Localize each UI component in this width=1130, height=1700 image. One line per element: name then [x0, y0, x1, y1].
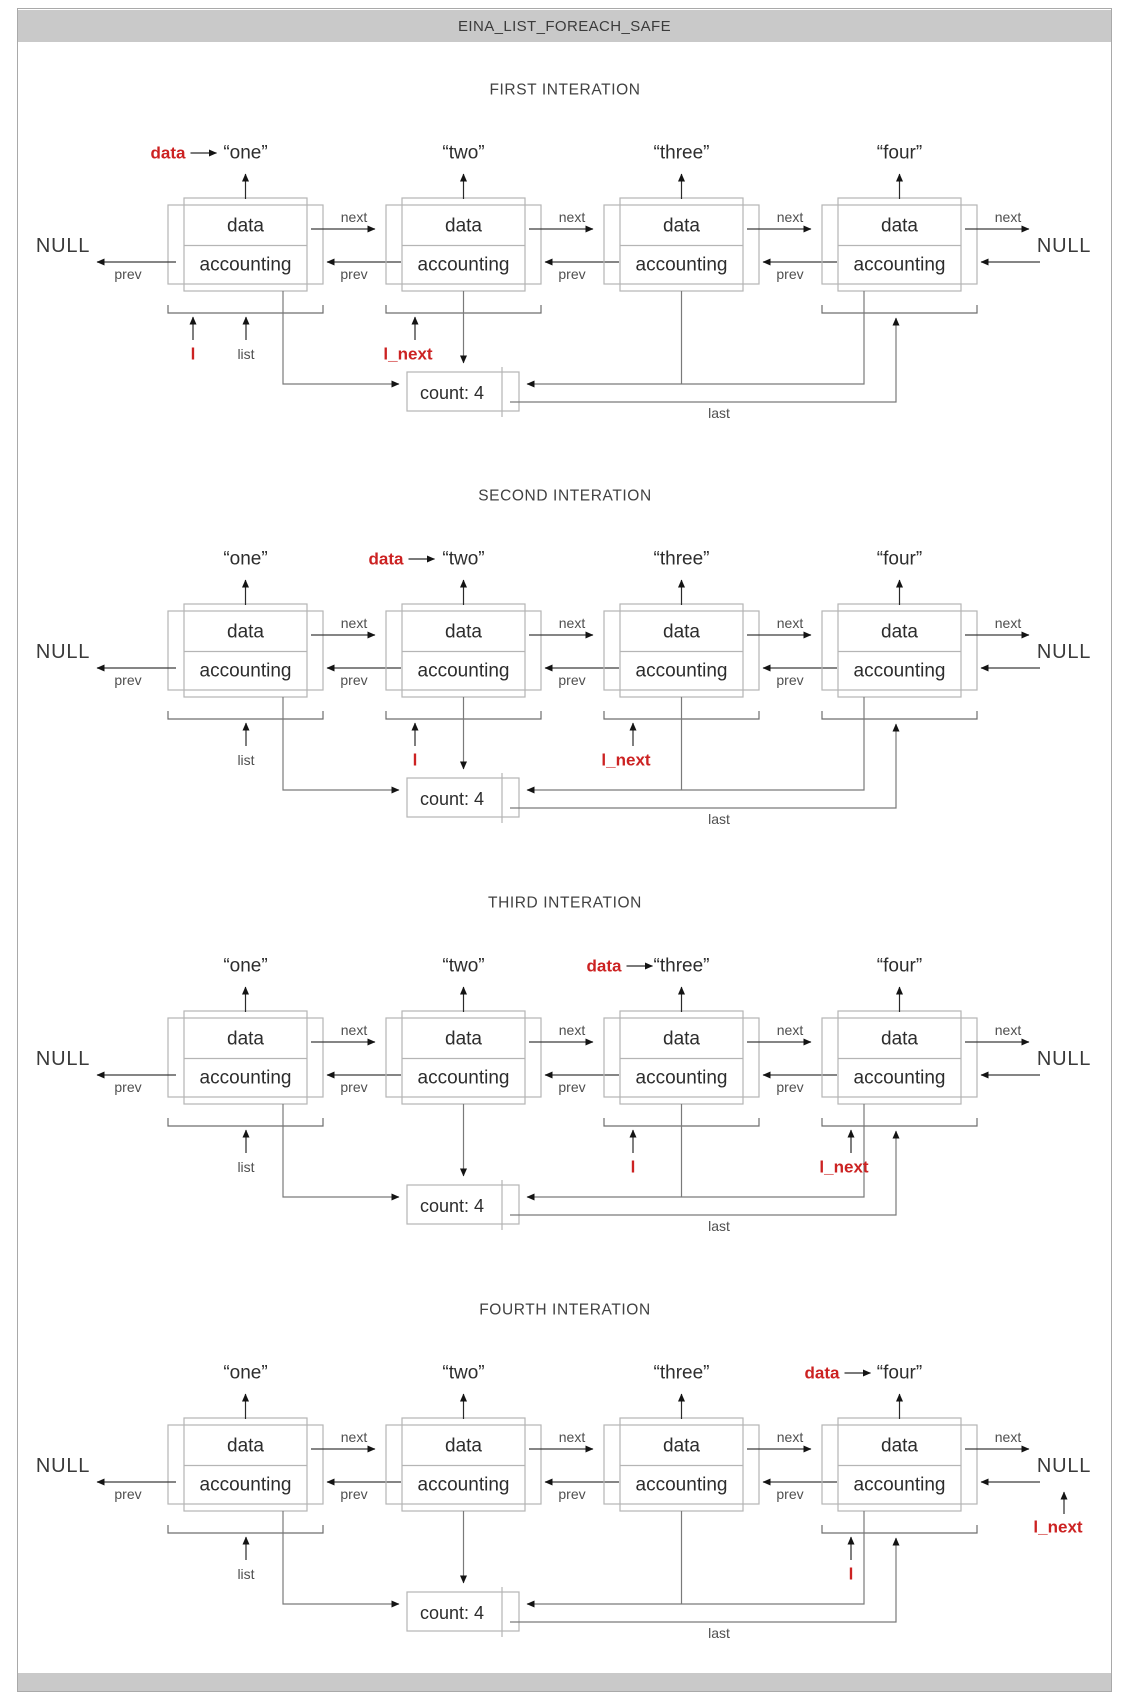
node-string-label: “three”	[653, 548, 710, 570]
list-node-3	[604, 956, 837, 1105]
null-label-left: NULL	[35, 1048, 91, 1070]
node-accounting-cell-label: accounting	[199, 254, 292, 276]
accounting-link-node4	[527, 291, 864, 384]
node-inner-box	[402, 1418, 525, 1511]
data-pointer-label: data	[586, 956, 622, 976]
list-node-2	[386, 956, 619, 1105]
data-pointer-label: data	[368, 549, 404, 569]
l-next-pointer-label: l_next	[601, 750, 651, 770]
node-accounting-cell-label: accounting	[853, 254, 946, 276]
next-label: next	[340, 615, 368, 631]
node-inner-box	[620, 1418, 743, 1511]
node-string-label: “four”	[876, 548, 923, 570]
node-string-label: “four”	[876, 1362, 923, 1384]
list-node-1	[168, 143, 401, 292]
node-data-cell-label: data	[663, 1435, 700, 1457]
node-inner-box	[838, 1011, 961, 1104]
node-inner-box	[184, 198, 307, 291]
node-bracket	[168, 711, 323, 719]
node-string-label: “one”	[223, 142, 268, 164]
iteration-block-1	[36, 82, 1091, 422]
node-data-cell-label: data	[445, 621, 482, 643]
last-pointer-line	[510, 318, 896, 402]
prev-label: prev	[340, 1079, 368, 1095]
node-bracket	[822, 1525, 977, 1533]
node-string-label: “one”	[223, 548, 268, 570]
accounting-link-node1	[283, 291, 399, 384]
prev-label: prev	[558, 672, 586, 688]
accounting-link-node4	[527, 697, 864, 790]
node-string-label: “one”	[223, 1362, 268, 1384]
prev-label: prev	[558, 1079, 586, 1095]
accounting-link-node4	[527, 1104, 864, 1197]
node-data-cell-label: data	[663, 1028, 700, 1050]
node-inner-box	[620, 604, 743, 697]
accounting-link-node4	[527, 1511, 864, 1604]
list-node-4	[822, 549, 1040, 698]
null-label-right: NULL	[1036, 641, 1092, 663]
next-label: next	[994, 615, 1022, 631]
iteration-title: FOURTH INTERATION	[479, 1301, 651, 1319]
node-string-label: “three”	[653, 955, 710, 977]
list-pointer-label: list	[237, 1159, 255, 1175]
node-inner-box	[184, 1418, 307, 1511]
next-label: next	[558, 1022, 586, 1038]
node-inner-box	[184, 604, 307, 697]
node-inner-box	[838, 604, 961, 697]
null-label-left: NULL	[35, 641, 91, 663]
next-label: next	[558, 209, 586, 225]
node-accounting-cell-label: accounting	[853, 1067, 946, 1089]
list-node-1	[168, 956, 401, 1105]
accounting-link-node1	[283, 1511, 399, 1604]
count-label: count: 4	[419, 789, 485, 809]
l-pointer-label: l	[412, 750, 418, 770]
node-inner-box	[838, 198, 961, 291]
list-node-4	[822, 1363, 1040, 1512]
list-node-2	[386, 143, 619, 292]
node-inner-box	[402, 1011, 525, 1104]
l-next-pointer-label: l_next	[819, 1157, 869, 1177]
last-label: last	[708, 1625, 730, 1641]
null-label-right: NULL	[1036, 235, 1092, 257]
next-label: next	[776, 1022, 804, 1038]
data-pointer-label: data	[804, 1363, 840, 1383]
node-accounting-cell-label: accounting	[635, 1067, 728, 1089]
accounting-link-node1	[283, 1104, 399, 1197]
node-inner-box	[402, 604, 525, 697]
node-bracket	[822, 711, 977, 719]
list-node-3	[604, 143, 837, 292]
window-title: EINA_LIST_FOREACH_SAFE	[457, 17, 672, 35]
node-inner-box	[620, 1011, 743, 1104]
prev-label: prev	[114, 1079, 142, 1095]
node-string-label: “two”	[442, 955, 485, 977]
prev-label: prev	[776, 1079, 804, 1095]
prev-label: prev	[340, 1486, 368, 1502]
prev-label: prev	[558, 266, 586, 282]
list-node-3	[604, 549, 837, 698]
next-label: next	[776, 615, 804, 631]
prev-label: prev	[776, 672, 804, 688]
iteration-title: SECOND INTERATION	[478, 487, 652, 505]
next-label: next	[558, 1429, 586, 1445]
iteration-title: FIRST INTERATION	[489, 81, 641, 99]
node-accounting-cell-label: accounting	[417, 1474, 510, 1496]
prev-label: prev	[114, 266, 142, 282]
node-data-cell-label: data	[227, 1435, 264, 1457]
node-accounting-cell-label: accounting	[417, 1067, 510, 1089]
last-label: last	[708, 1218, 730, 1234]
l-pointer-label: l	[630, 1157, 636, 1177]
last-label: last	[708, 405, 730, 421]
node-bracket	[168, 305, 323, 313]
prev-label: prev	[340, 266, 368, 282]
node-string-label: “four”	[876, 955, 923, 977]
node-data-cell-label: data	[881, 215, 918, 237]
node-accounting-cell-label: accounting	[853, 660, 946, 682]
node-data-cell-label: data	[227, 621, 264, 643]
node-bracket	[822, 305, 977, 313]
node-bracket	[822, 1118, 977, 1126]
node-accounting-cell-label: accounting	[417, 660, 510, 682]
iteration-title: THIRD INTERATION	[488, 894, 642, 912]
next-label: next	[994, 1022, 1022, 1038]
node-data-cell-label: data	[881, 621, 918, 643]
last-label: last	[708, 811, 730, 827]
prev-label: prev	[558, 1486, 586, 1502]
l-next-pointer-label: l_next	[383, 344, 433, 364]
next-label: next	[340, 1429, 368, 1445]
node-inner-box	[402, 198, 525, 291]
list-node-4	[822, 956, 1040, 1105]
l-pointer-label: l	[190, 344, 196, 364]
next-label: next	[558, 615, 586, 631]
list-node-2	[386, 549, 619, 698]
prev-label: prev	[776, 266, 804, 282]
list-node-4	[822, 143, 1040, 292]
prev-label: prev	[114, 672, 142, 688]
null-label-left: NULL	[35, 235, 91, 257]
node-accounting-cell-label: accounting	[635, 1474, 728, 1496]
node-string-label: “two”	[442, 142, 485, 164]
node-string-label: “three”	[653, 1362, 710, 1384]
last-pointer-line	[510, 724, 896, 808]
count-label: count: 4	[419, 383, 485, 403]
list-pointer-label: list	[237, 752, 255, 768]
node-data-cell-label: data	[445, 1435, 482, 1457]
node-string-label: “three”	[653, 142, 710, 164]
prev-label: prev	[114, 1486, 142, 1502]
last-pointer-line	[510, 1538, 896, 1622]
list-node-2	[386, 1363, 619, 1512]
next-label: next	[994, 209, 1022, 225]
node-accounting-cell-label: accounting	[199, 660, 292, 682]
prev-label: prev	[776, 1486, 804, 1502]
node-bracket	[168, 1118, 323, 1126]
footer-bar	[18, 1673, 1111, 1691]
node-accounting-cell-label: accounting	[417, 254, 510, 276]
list-pointer-label: list	[237, 346, 255, 362]
l-next-pointer-label: l_next	[1033, 1517, 1083, 1537]
node-accounting-cell-label: accounting	[199, 1067, 292, 1089]
node-data-cell-label: data	[227, 215, 264, 237]
next-label: next	[776, 1429, 804, 1445]
next-label: next	[776, 209, 804, 225]
next-label: next	[340, 209, 368, 225]
next-label: next	[994, 1429, 1022, 1445]
list-pointer-label: list	[237, 1566, 255, 1582]
node-data-cell-label: data	[881, 1435, 918, 1457]
list-node-1	[168, 1363, 401, 1512]
node-accounting-cell-label: accounting	[853, 1474, 946, 1496]
node-inner-box	[184, 1011, 307, 1104]
node-bracket	[168, 1525, 323, 1533]
node-data-cell-label: data	[663, 215, 700, 237]
node-accounting-cell-label: accounting	[199, 1474, 292, 1496]
node-string-label: “two”	[442, 548, 485, 570]
null-label-right: NULL	[1036, 1455, 1092, 1477]
accounting-link-node1	[283, 697, 399, 790]
node-data-cell-label: data	[445, 1028, 482, 1050]
node-string-label: “two”	[442, 1362, 485, 1384]
node-inner-box	[838, 1418, 961, 1511]
count-label: count: 4	[419, 1603, 485, 1623]
prev-label: prev	[340, 672, 368, 688]
node-data-cell-label: data	[227, 1028, 264, 1050]
iteration-block-4	[36, 1302, 1091, 1642]
node-data-cell-label: data	[445, 215, 482, 237]
node-string-label: “four”	[876, 142, 923, 164]
iteration-block-3	[36, 895, 1091, 1235]
data-pointer-label: data	[150, 143, 186, 163]
l-pointer-label: l	[848, 1564, 854, 1584]
null-label-right: NULL	[1036, 1048, 1092, 1070]
next-label: next	[340, 1022, 368, 1038]
node-inner-box	[620, 198, 743, 291]
list-node-3	[604, 1363, 837, 1512]
node-data-cell-label: data	[663, 621, 700, 643]
list-node-1	[168, 549, 401, 698]
node-data-cell-label: data	[881, 1028, 918, 1050]
count-label: count: 4	[419, 1196, 485, 1216]
node-accounting-cell-label: accounting	[635, 660, 728, 682]
node-string-label: “one”	[223, 955, 268, 977]
null-label-left: NULL	[35, 1455, 91, 1477]
iteration-block-2	[36, 488, 1091, 828]
node-accounting-cell-label: accounting	[635, 254, 728, 276]
